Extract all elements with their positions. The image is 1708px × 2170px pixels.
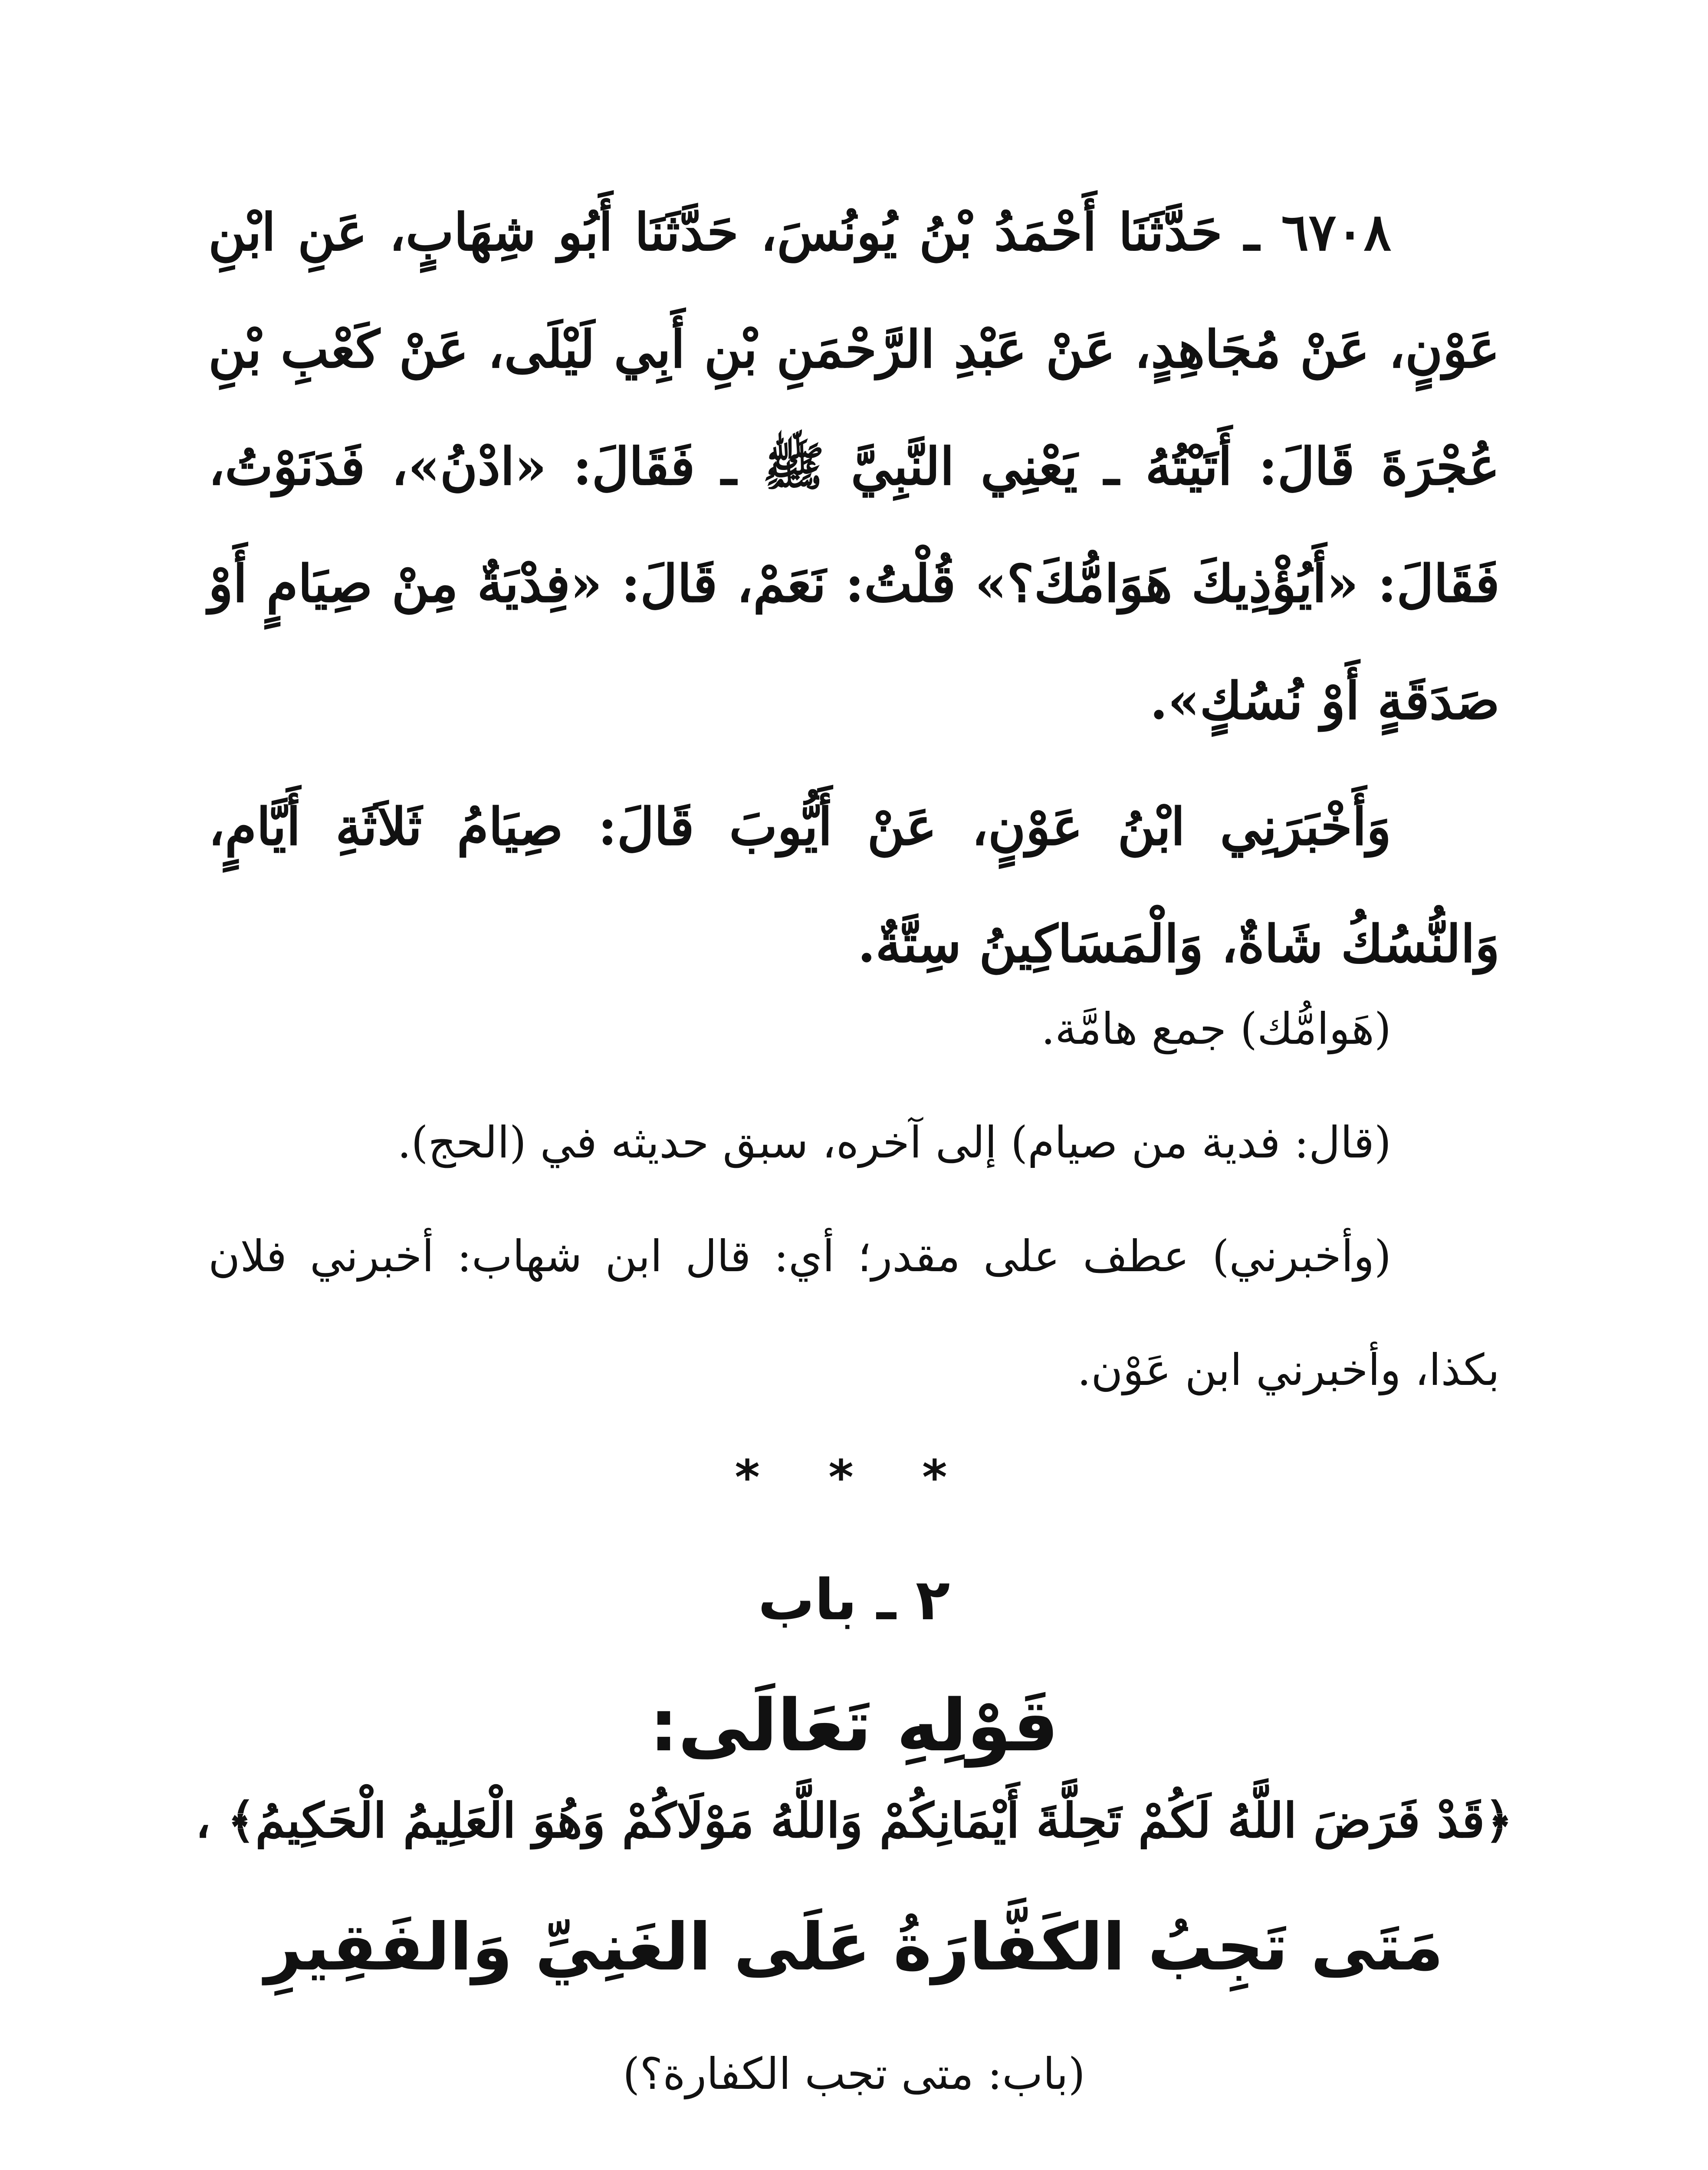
commentary-block — [208, 972, 1500, 1427]
commentary-last-line — [208, 2166, 1500, 2170]
hadith-number: ٦٧٠٨ — [1281, 202, 1391, 262]
hadith-text: ـ حَدَّثَنَا أَحْمَدُ بْنُ يُونُسَ، حَدَّثَنَا أَبُو شِهَابٍ، عَنِ ابْنِ عَوْنٍ، عَنْ مُجَاهِدٍ، عَنْ عَبْدِ الرَّحْمَنِ بْنِ أَبِي لَيْلَى، عَنْ كَعْبِ بْنِ عُجْرَةَ قَالَ: أَتَيْتُهُ ـ يَعْنِي النَّبِيَّ ﷺ ـ فَقَالَ: «ادْنُ»، فَدَنَوْتُ، فَقَالَ: «أَيُؤْذِيكَ هَوَامُّكَ؟» قُلْتُ: نَعَمْ، قَالَ: «فِدْيَةٌ مِنْ صِيَامٍ أَوْ صَدَقَةٍ أَوْ نُسُكٍ». — [208, 202, 1500, 731]
chapter-number: ٢ ـ باب — [758, 1567, 950, 1633]
chapter-verse: ﴿قَدْ فَرَضَ اللَّهُ لَكُمْ تَحِلَّةَ أَيْمَانِكُمْ وَاللَّهُ مَوْلَاكُمْ وَهُوَ الْعَلِيمُ الْحَكِيمُ﴾ ، — [195, 1792, 1513, 1848]
commentary-line: (وأخبرني) عطف على مقدر؛ أي: قال ابن شهاب: أخبرني فلان بكذا، وأخبرني ابن عَوْن. — [208, 1231, 1500, 1395]
chapter-subtitle: مَتَى تَجِبُ الكَفَّارَةُ عَلَى الغَنِيِّ وَالفَقِيرِ — [264, 1910, 1444, 1985]
chapter-title: قَوْلِهِ تَعَالَى: — [649, 1684, 1059, 1767]
commentary-line: (قال: فدية من صيام) إلى آخره، سبق حديثه في (الحج). — [397, 1117, 1391, 1168]
commentary-line: (هَوامُّك) جمع هامَّة. — [1041, 1003, 1391, 1054]
sub-heading: (باب: متى تجب الكفارة؟) — [623, 2048, 1085, 2099]
section-separator: * * * — [735, 1450, 973, 1505]
hadith-paragraph — [208, 174, 1500, 760]
hadith-addendum: وَأَخْبَرَنِي ابْنُ عَوْنٍ، عَنْ أَيُّوبَ قَالَ: صِيَامُ ثَلاَثَةِ أَيَّامٍ، وَالنُّسُكُ شَاةٌ، وَالْمَسَاكِينُ سِتَّةٌ. — [208, 796, 1500, 974]
hadith-block — [208, 174, 1500, 1003]
